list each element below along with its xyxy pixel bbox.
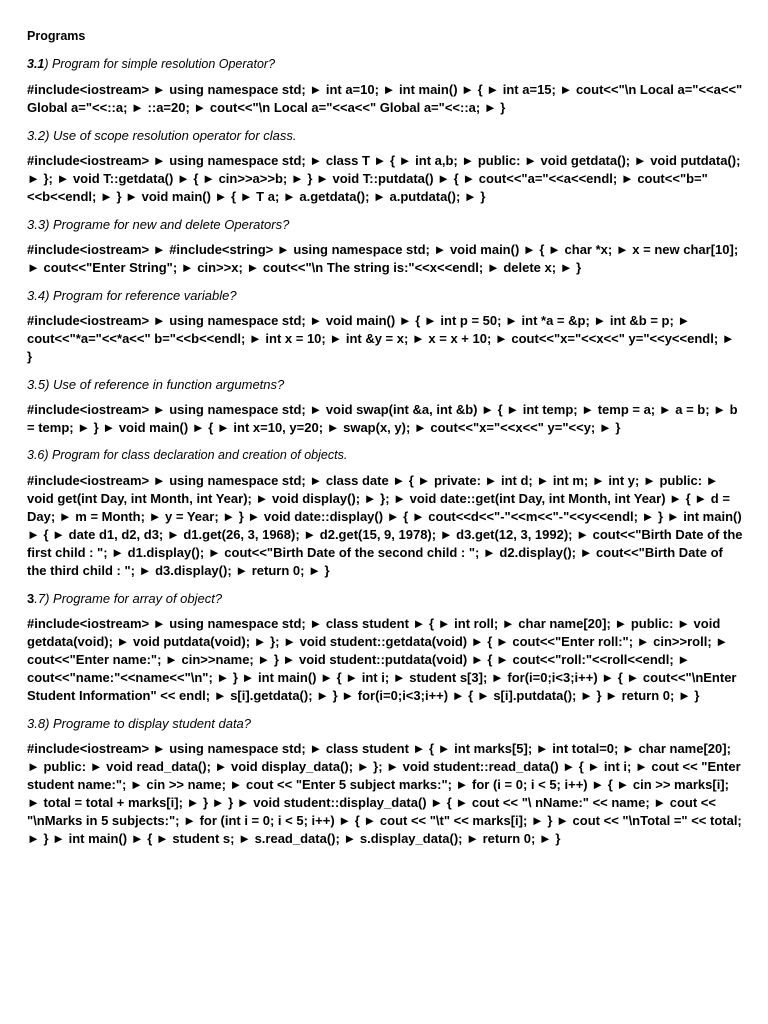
- section-heading: 3.6) Program for class declaration and creation of objects.: [27, 448, 348, 462]
- section-heading: [27, 590, 743, 607]
- document-title: Programs: [27, 29, 86, 43]
- section-3-7: [27, 590, 743, 705]
- section-heading: 3.8) Programe to display student data?: [27, 716, 252, 731]
- section-title: .7) Programe for array of object?: [34, 591, 223, 606]
- code-block: #include<iostream> ► using namespace std; ► void main() ► { ► int p = 50; ► int *a = &p; ► int &b = p; ► cout<<"*a="<<*a<<" b="<<b<<endl; ► int x = 10; ► int &y = x; ► x = x + 10; ► cout<<"x="<<x<<" y="<<y<<endl; ► }: [27, 313, 735, 364]
- code-block: #include<iostream> ► using namespace std; ► int a=10; ► int main() ► { ► int a=15; ► cout<<"\n Local a="<<a<<" Global a="<<::a; ► ::a=20; ► cout<<"\n Local a="<<a<<" Global a="<<::a; ► }: [27, 82, 743, 115]
- code-block: #include<iostream> ► using namespace std; ► class student ► { ► int roll; ► char name[20]; ► public: ► void getdata(void); ► void putdata(void); ► }; ► void student::getdata(void) ► { ► cout<<"Enter roll:"; ► cin>>roll; ► cout<<"Enter name:"; ► cin>>name; ► } ► void student::putdata(void) ► { ► cout<<"roll:"<<roll<<endl; ► cout<<"name:"<<name<<"\n"; ► } ► int main() ► { ► int i; ► student s[3]; ► for(i=0;i<3;i++) ► { ► cout<<"\nEnter Student Information" << endl; ► s[i].getdata(); ► } ► for(i=0;i<3;i++) ► { ► s[i].putdata(); ► } ► return 0; ► }: [27, 616, 737, 703]
- section-3-1: [27, 56, 743, 117]
- section-heading: [27, 56, 743, 73]
- document-page: [27, 28, 743, 858]
- code-block: #include<iostream> ► using namespace std; ► class student ► { ► int marks[5]; ► int total=0; ► char name[20]; ► public: ► void read_data(); ► void display_data(); ► }; ► void student::read_data() ► { ► int i; ► cout << "Enter student name:"; ► cin >> name; ► cout << "Enter 5 subject marks:"; ► for (i = 0; i < 5; i++) ► { ► cin >> marks[i]; ► total = total + marks[i]; ► } ► } ► void student::display_data() ► { ► cout << "\ nName:" << name; ► cout << "\nMarks in 5 subjects:"; ► for (int i = 0; i < 5; i++) ► { ► cout << "\t" << marks[i]; ► } ► cout << "\nTotal =" << total; ► } ► int main() ► { ► student s; ► s.read_data(); ► s.display_data(); ► return 0; ► }: [27, 741, 742, 846]
- section-3-2: [27, 127, 743, 206]
- code-block: #include<iostream> ► using namespace std; ► class date ► { ► private: ► int d; ► int m; ► int y; ► public: ► void get(int Day, int Month, int Year); ► void display(); ► }; ► void date::get(int Day, int Month, int Year) ► { ► d = Day; ► m = Month; ► y = Year; ► } ► void date::display() ► { ► cout<<d<<"-"<<m<<"-"<<y<<endl; ► } ► int main() ► { ► date d1, d2, d3; ► d1.get(26, 3, 1968); ► d2.get(15, 9, 1978); ► d3.get(12, 3, 1992); ► cout<<"Birth Date of the first child : "; ► d1.display(); ► cout<<"Birth Date of the second child : "; ► d2.display(); ► cout<<"Birth Date of the third child : "; ► d3.display(); ► return 0; ► }: [27, 473, 743, 578]
- section-3-5: [27, 376, 743, 437]
- section-3-6: [27, 447, 743, 580]
- section-heading: 3.2) Use of scope resolution operator for class.: [27, 128, 297, 143]
- section-number: 3: [27, 591, 35, 606]
- section-title: ) Program for simple resolution Operator?: [44, 57, 276, 71]
- section-heading: 3.5) Use of reference in function argumetns?: [27, 377, 285, 392]
- section-heading: 3.4) Program for reference variable?: [27, 288, 237, 303]
- section-3-4: [27, 287, 743, 366]
- section-number: 3.1: [27, 57, 45, 71]
- code-block: #include<iostream> ► using namespace std; ► class T ► { ► int a,b; ► public: ► void getdata(); ► void putdata(); ► }; ► void T::getdata() ► { ► cin>>a>>b; ► } ► void T::putdata() ► { ► cout<<"a="<<a<<endl; ► cout<<"b="<<b<<endl; ► } ► void main() ► { ► T a; ► a.getdata(); ► a.putdata(); ► }: [27, 153, 741, 204]
- section-heading: 3.3) Programe for new and delete Operators?: [27, 217, 290, 232]
- section-3-8: [27, 715, 743, 848]
- code-block: #include<iostream> ► using namespace std; ► void swap(int &a, int &b) ► { ► int temp; ► temp = a; ► a = b; ► b = temp; ► } ► void main() ► { ► int x=10, y=20; ► swap(x, y); ► cout<<"x="<<x<<" y="<<y; ► }: [27, 402, 738, 435]
- section-3-3: [27, 216, 743, 277]
- code-block: #include<iostream> ► #include<string> ► using namespace std; ► void main() ► { ► char *x; ► x = new char[10]; ► cout<<"Enter String"; ► cin>>x; ► cout<<"\n The string is:"<<x<<endl; ► delete x; ► }: [27, 242, 739, 275]
